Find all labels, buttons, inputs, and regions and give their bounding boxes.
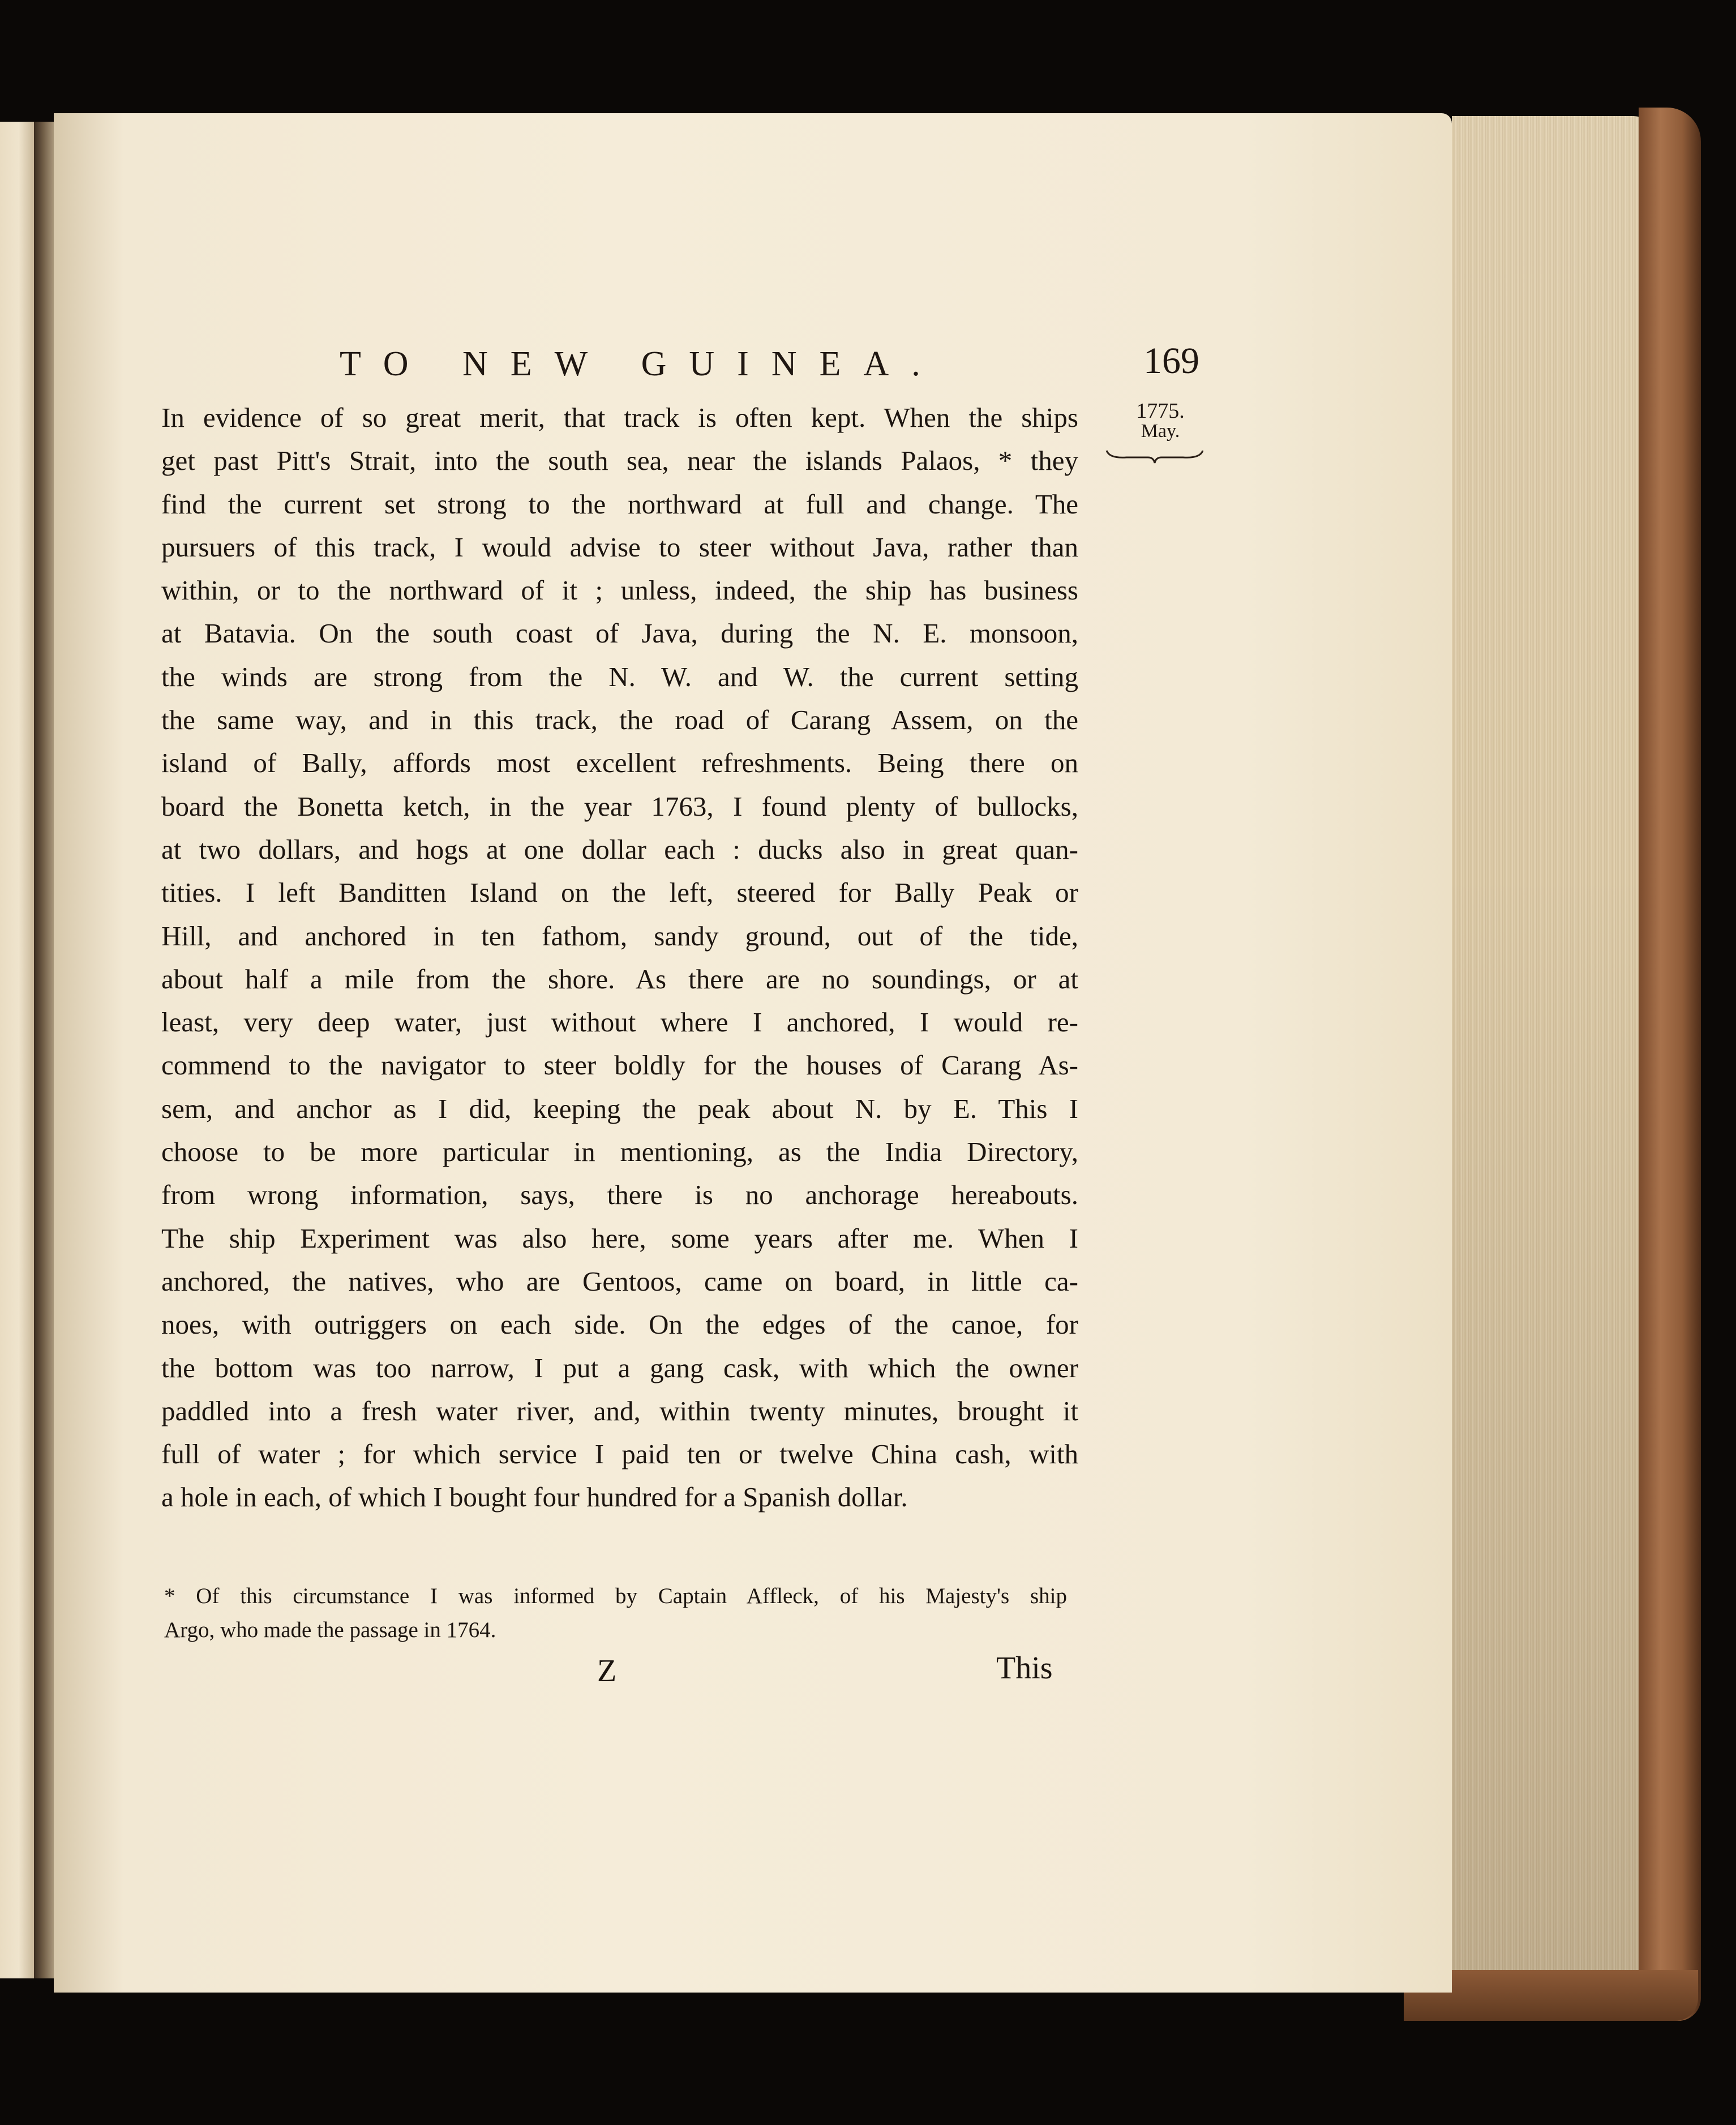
body-line: find the current set strong to the northward at full and change. The: [161, 488, 1078, 520]
body-line: least, very deep water, just without where I anchored, I would re-: [161, 1006, 1078, 1038]
body-line: island of Bally, affords most excellent refreshments. Being there on: [161, 747, 1078, 779]
body-line: choose to be more particular in mentioning, as the India Directory,: [161, 1136, 1078, 1168]
body-line: a hole in each, of which I bought four hundred for a Spanish dollar.: [161, 1481, 908, 1513]
body-line: sem, and anchor as I did, keeping the peak about N. by E. This I: [161, 1093, 1078, 1124]
page-number: 169: [1143, 340, 1199, 382]
signature-mark: Z: [597, 1653, 617, 1689]
body-line: board the Bonetta ketch, in the year 1763, I found plenty of bullocks,: [161, 790, 1078, 822]
footnote-line: Argo, who made the passage in 1764.: [164, 1618, 496, 1642]
body-line: from wrong information, says, there is no anchorage hereabouts.: [161, 1179, 1078, 1211]
body-line: commend to the navigator to steer boldly for the houses of Carang As-: [161, 1049, 1078, 1081]
body-line: about half a mile from the shore. As there are no soundings, or at: [161, 963, 1078, 995]
margin-note: [1118, 401, 1203, 442]
gutter-shadow: [34, 122, 57, 1978]
margin-note-month: May.: [1141, 421, 1180, 442]
margin-note-year: 1775.: [1136, 399, 1185, 423]
body-line: anchored, the natives, who are Gentoos, came on board, in little ca-: [161, 1265, 1078, 1297]
catchword: This: [996, 1651, 1053, 1686]
body-line: pursuers of this track, I would advise to steer without Java, rather than: [161, 531, 1078, 563]
body-line: the winds are strong from the N. W. and W. the current setting: [161, 661, 1078, 692]
body-line: Hill, and anchored in ten fathom, sandy ground, out of the tide,: [161, 920, 1078, 952]
footnote-line: * Of this circumstance I was informed by Captain Affleck, of his Majesty's ship: [164, 1584, 1067, 1608]
body-line: full of water ; for which service I paid ten or twelve China cash, with: [161, 1438, 1078, 1470]
body-line: paddled into a fresh water river, and, within twenty minutes, brought it: [161, 1395, 1078, 1426]
body-line: In evidence of so great merit, that track is often kept. When the ships: [161, 402, 1078, 433]
leather-binding: [1639, 108, 1701, 2021]
body-line: get past Pitt's Strait, into the south sea, near the islands Palaos, * they: [161, 445, 1078, 477]
body-line: within, or to the northward of it ; unless, indeed, the ship has business: [161, 575, 1078, 606]
body-line: noes, with outriggers on each side. On the edges of the canoe, for: [161, 1309, 1078, 1340]
fore-edge-shading: [1452, 116, 1656, 2004]
body-line: the bottom was too narrow, I put a gang cask, with which the owner: [161, 1352, 1078, 1383]
body-line: the same way, and in this track, the road of Carang Assem, on the: [161, 704, 1078, 736]
body-line: at Batavia. On the south coast of Java, during the N. E. monsoon,: [161, 618, 1078, 649]
body-line: The ship Experiment was also here, some years after me. When I: [161, 1222, 1078, 1254]
body-text: [161, 396, 1078, 1519]
body-line: tities. I left Banditten Island on the left, steered for Bally Peak or: [161, 877, 1078, 909]
running-head: TO NEW GUINEA.: [340, 345, 943, 383]
body-line: at two dollars, and hogs at one dollar each : ducks also in great quan-: [161, 833, 1078, 865]
facing-page-edge: [0, 122, 34, 1978]
footnote: [164, 1579, 1067, 1647]
margin-brace-ornament: [1104, 447, 1206, 464]
